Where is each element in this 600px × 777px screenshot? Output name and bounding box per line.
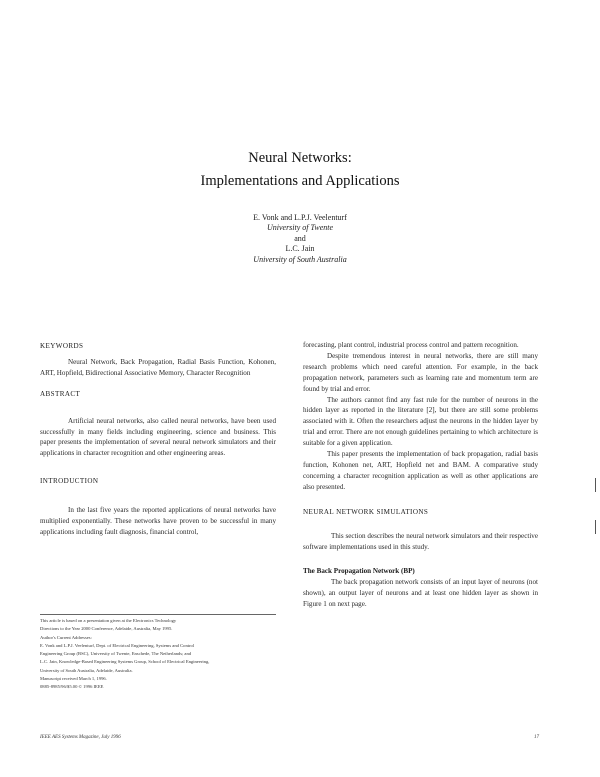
author-block	[0, 213, 600, 265]
back-propagation-text: The back propagation network consists of an input layer of neurons (not shown), an output layer of neurons and at least one hidden layer as shown in Figure 1 on next page.	[303, 578, 538, 609]
footnote-line: Directions to the Year 2000 Conference, Adelaide, Australia, May 1995.	[40, 626, 173, 632]
left-column	[40, 341, 276, 538]
introduction-heading: INTRODUCTION	[40, 477, 99, 486]
footnote-line: Manuscript received March 1, 1996.	[40, 676, 107, 682]
hidden-layer-paragraph: The authors cannot find any fast rule for the number of neurons in the hidden layer as reported in the literature [2], but there are still some problems associated with it. Often the researchers adjust the neurons in the hidden layer by trial and error. There are not enough guidelines pertaining to which architecture is suitable for a given application.	[303, 395, 538, 448]
introduction-continued: forecasting, plant control, industrial process control and pattern recognition.	[303, 341, 519, 349]
footnote-line: This article is based on a presentation given at the Electronics Technology	[40, 618, 177, 623]
introduction-text: In the last five years the reported applications of neural networks have multiplied exponentially. These networks have proven to be successful in many applications including fault diagnosis, financial control,	[40, 506, 276, 536]
page-number: 17	[534, 735, 539, 740]
footnote-line: University of South Australia, Adelaide, Australia.	[40, 667, 133, 673]
simulations-heading: NEURAL NETWORK SIMULATIONS	[303, 507, 429, 516]
simulations-text: This section describes the neural network simulators and their respective software implementations used in this study.	[303, 531, 538, 551]
footnote-line: Engineering Group (BSC), University of Twente, Enschede, The Netherlands; and	[40, 651, 192, 657]
author-names-2: L.C. Jain	[285, 244, 315, 254]
back-propagation-heading: The Back Propagation Network (BP)	[303, 567, 415, 576]
keywords-text: Neural Network, Back Propagation, Radial Basis Function, Kohonen, ART, Hopfield, Bidirectional Associative Memory, Character Recognition	[40, 357, 276, 377]
paper-title-line-1: Neural Networks:	[248, 150, 352, 166]
paper-scope-paragraph: This paper presents the implementation of back propagation, radial basis function, Kohonen net, ART, Hopfield net and BAM. A comparative study concerning a character recognition application as well as other applications are also presented.	[303, 450, 538, 491]
footnote-line: L.C. Jain, Knowledge-Based Engineering Systems Group, School of Electrical Engineering,	[40, 659, 210, 665]
footnote-line: E. Vonk and L.P.J. Veelenturf, Dept. of Electrical Engineering, Systems and Control	[40, 642, 195, 648]
margin-change-bar	[595, 520, 596, 534]
footnote-block	[40, 614, 276, 692]
journal-footer: IEEE AES Systems Magazine, July 1996	[40, 735, 121, 740]
abstract-heading: ABSTRACT	[40, 389, 81, 398]
author-affiliation-2: University of South Australia	[253, 254, 347, 264]
right-column	[303, 340, 538, 610]
abstract-text: Artificial neural networks, also called neural networks, have been used successfully in many fields including engineering, science and business. This paper presents the implementation of several neural network simulators and their applications in character recognition and other engineering areas.	[40, 416, 276, 458]
keywords-heading: KEYWORDS	[40, 342, 84, 350]
footnote-line: 0885-8985/96/$5.00 © 1996 IEEE	[40, 684, 104, 690]
author-and: and	[294, 233, 306, 243]
margin-change-bar	[595, 478, 596, 492]
author-names-1: E. Vonk and L.P.J. Veelenturf	[253, 213, 347, 222]
research-problems-paragraph: Despite tremendous interest in neural networks, there are still many research problems which need careful attention. For example, in the back propagation network, parameters such as learning rate and momentum term are found by trial and error.	[303, 351, 538, 393]
author-affiliation-1: University of Twente	[266, 223, 334, 233]
footnote-line: Author's Current Addresses:	[40, 634, 92, 640]
paper-title-line-2: Implementations and Applications	[200, 173, 400, 189]
